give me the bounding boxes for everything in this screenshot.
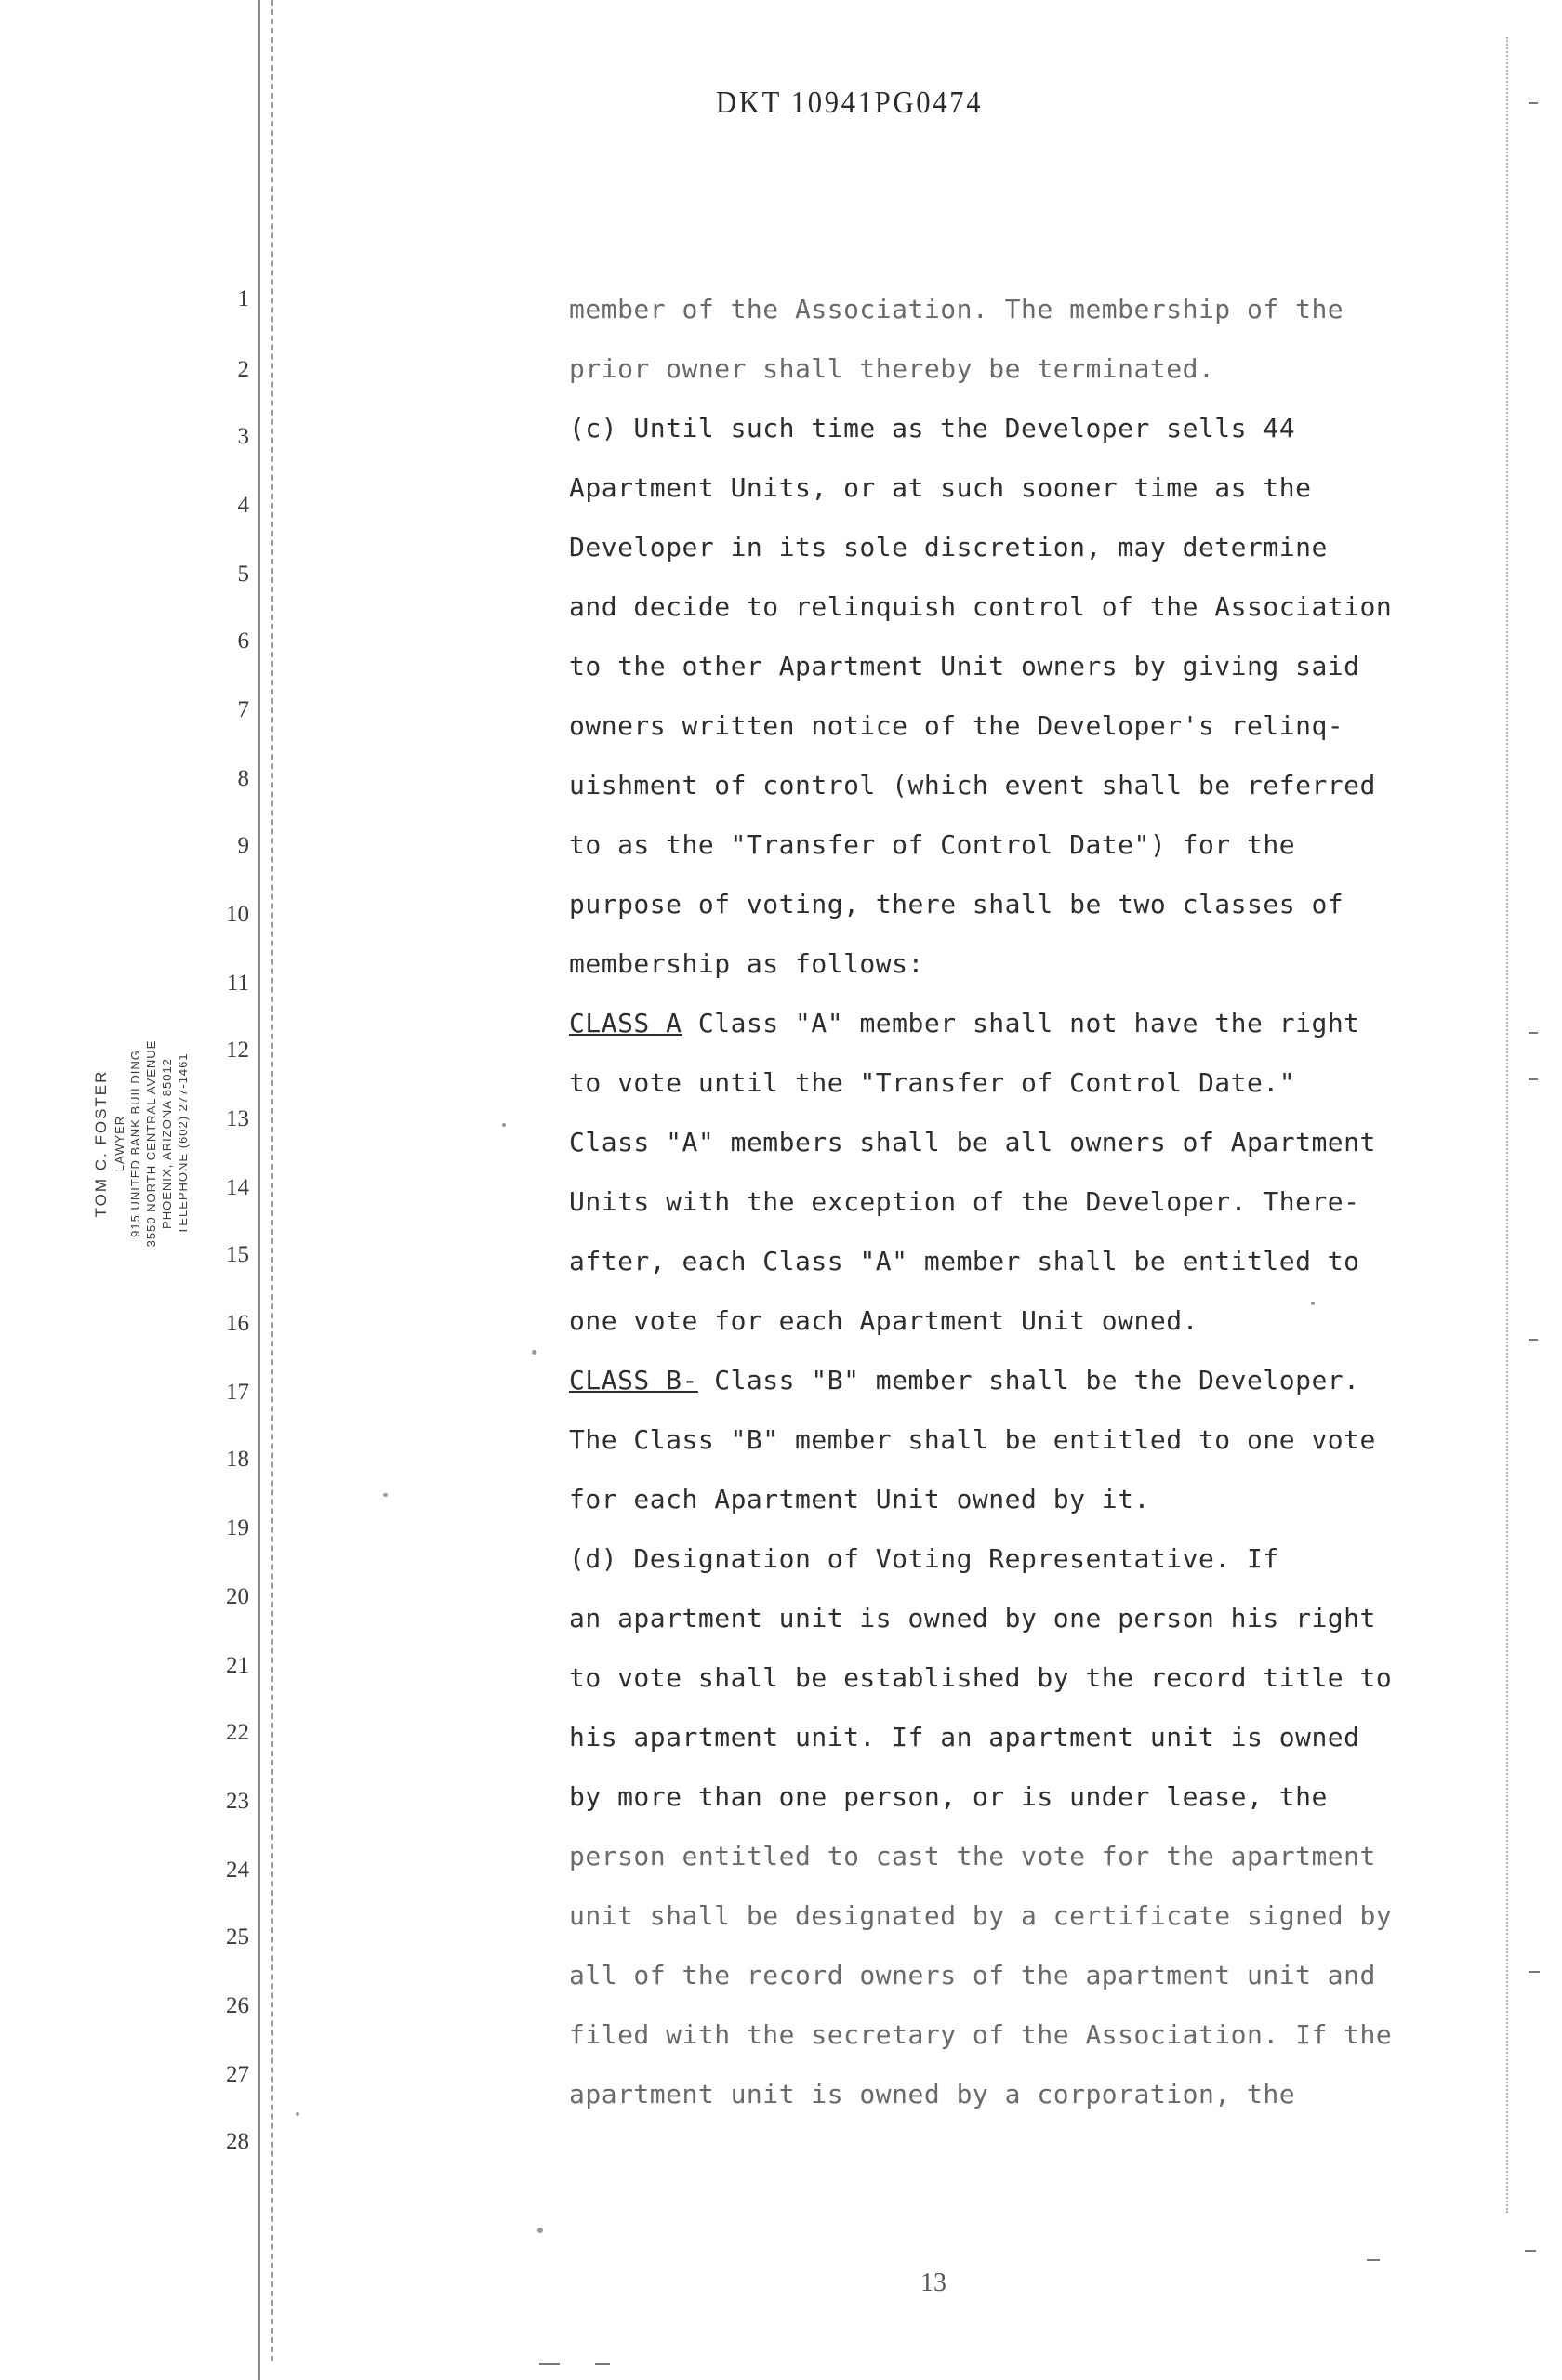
body-line: apartment unit is owned by a corporation, the (569, 2079, 1296, 2109)
page-number: 13 (920, 2268, 946, 2297)
scan-mark (1367, 2259, 1380, 2261)
scan-speck (502, 1123, 506, 1127)
edge-tick (1529, 1971, 1540, 1973)
body-line (569, 1365, 1499, 1395)
body-line: to the other Apartment Unit owners by giving said (569, 651, 1360, 681)
body-line: Apartment Units, or at such sooner time as the (569, 472, 1312, 503)
line-number: 23 (226, 1789, 249, 1814)
body-line: Class "A" members shall be all owners of Apartment (569, 1127, 1376, 1157)
line-number: 19 (226, 1515, 249, 1540)
line-number: 18 (226, 1447, 249, 1472)
margin-rule-inner (271, 0, 273, 2361)
class-b-text: Class "B" member shall be the Developer. (697, 1365, 1360, 1395)
firm-telephone: TELEPHONE (602) 277-1461 (176, 1052, 190, 1235)
scan-mark (539, 2363, 560, 2365)
body-line: prior owner shall thereby be terminated. (569, 353, 1215, 384)
edge-tick (1529, 1078, 1538, 1080)
body-line: unit shall be designated by a certificate signed by (569, 1900, 1393, 1931)
body-line: membership as follows: (569, 948, 924, 979)
body-line: owners written notice of the Developer's relinq- (569, 710, 1344, 741)
body-line: after, each Class "A" member shall be entitled to (569, 1246, 1360, 1276)
firm-title: LAWYER (113, 1115, 126, 1172)
body-line: person entitled to cast the vote for the apartment (569, 1841, 1376, 1871)
scan-edge-marks (1488, 37, 1543, 2268)
body-line: all of the record owners of the apartment unit and (569, 1960, 1376, 1990)
line-number: 26 (226, 1993, 249, 2018)
firm-name: TOM C. FOSTER (92, 1069, 110, 1218)
line-number: 12 (226, 1038, 249, 1063)
edge-tick (1529, 1032, 1538, 1034)
body-line: his apartment unit. If an apartment unit is owned (569, 1722, 1360, 1752)
body-line: an apartment unit is owned by one person his right (569, 1603, 1376, 1633)
body-line: and decide to relinquish control of the Association (569, 591, 1393, 622)
body-line: purpose of voting, there shall be two classes of (569, 889, 1344, 919)
firm-address-2: 3550 NORTH CENTRAL AVENUE (144, 1039, 158, 1248)
scan-speck (532, 1350, 536, 1355)
line-number: 5 (237, 562, 249, 587)
law-firm-letterhead (91, 930, 221, 1357)
body-line: filed with the secretary of the Association. If the (569, 2019, 1393, 2050)
firm-city: PHOENIX, ARIZONA 85012 (160, 1058, 174, 1229)
body-line: Developer in its sole discretion, may determine (569, 532, 1328, 562)
body-line: to as the "Transfer of Control Date") for the (569, 829, 1296, 860)
scan-speck (383, 1493, 388, 1497)
line-number: 7 (237, 697, 249, 722)
body-line: by more than one person, or is under lease, the (569, 1781, 1328, 1812)
line-number: 22 (226, 1720, 249, 1745)
line-number: 2 (237, 357, 249, 382)
line-number: 17 (226, 1380, 249, 1405)
right-edge-rule (1506, 37, 1508, 2213)
body-line: Units with the exception of the Developer. There- (569, 1186, 1360, 1217)
firm-address-1: 915 UNITED BANK BUILDING (128, 1050, 142, 1237)
line-number: 27 (226, 2062, 249, 2087)
line-number: 28 (226, 2129, 249, 2154)
line-number: 24 (226, 1858, 249, 1883)
scan-mark (595, 2363, 610, 2365)
body-line: The Class "B" member shall be entitled to one vote (569, 1424, 1376, 1455)
body-line: (c) Until such time as the Developer sells 44 (569, 413, 1296, 443)
edge-tick (1525, 2250, 1536, 2252)
body-line: uishment of control (which event shall be referred (569, 770, 1376, 800)
line-number: 1 (237, 286, 249, 311)
line-number: 15 (226, 1242, 249, 1267)
line-number: 16 (226, 1311, 249, 1336)
body-line: member of the Association. The membership of the (569, 294, 1344, 324)
class-b-heading: CLASS B- (569, 1365, 698, 1395)
scan-speck (537, 2228, 543, 2233)
line-number: 10 (226, 902, 249, 927)
line-number: 11 (226, 971, 249, 996)
line-number: 20 (226, 1584, 249, 1609)
docket-number: DKT 10941PG0474 (716, 86, 984, 120)
body-line: to vote shall be established by the record title to (569, 1662, 1393, 1693)
body-line (569, 1008, 1499, 1038)
line-number: 14 (226, 1175, 249, 1200)
scan-speck (1311, 1302, 1315, 1305)
scan-speck (296, 2112, 299, 2116)
margin-rule-outer (258, 0, 260, 2380)
body-line: to vote until the "Transfer of Control Date." (569, 1067, 1296, 1098)
line-number: 9 (237, 833, 249, 858)
line-number: 4 (237, 493, 249, 518)
body-line: one vote for each Apartment Unit owned. (569, 1305, 1198, 1336)
class-a-heading: CLASS A (569, 1008, 682, 1038)
line-number: 8 (237, 766, 249, 791)
line-number: 3 (237, 424, 249, 449)
body-line: for each Apartment Unit owned by it. (569, 1484, 1150, 1514)
line-number: 6 (237, 628, 249, 654)
line-number: 25 (226, 1924, 249, 1950)
edge-tick (1529, 102, 1538, 104)
edge-tick (1529, 1339, 1538, 1341)
line-number: 21 (226, 1653, 249, 1678)
line-number: 13 (226, 1106, 249, 1131)
class-a-text: Class "A" member shall not have the right (682, 1008, 1360, 1038)
body-line: (d) Designation of Voting Representative. If (569, 1543, 1279, 1574)
